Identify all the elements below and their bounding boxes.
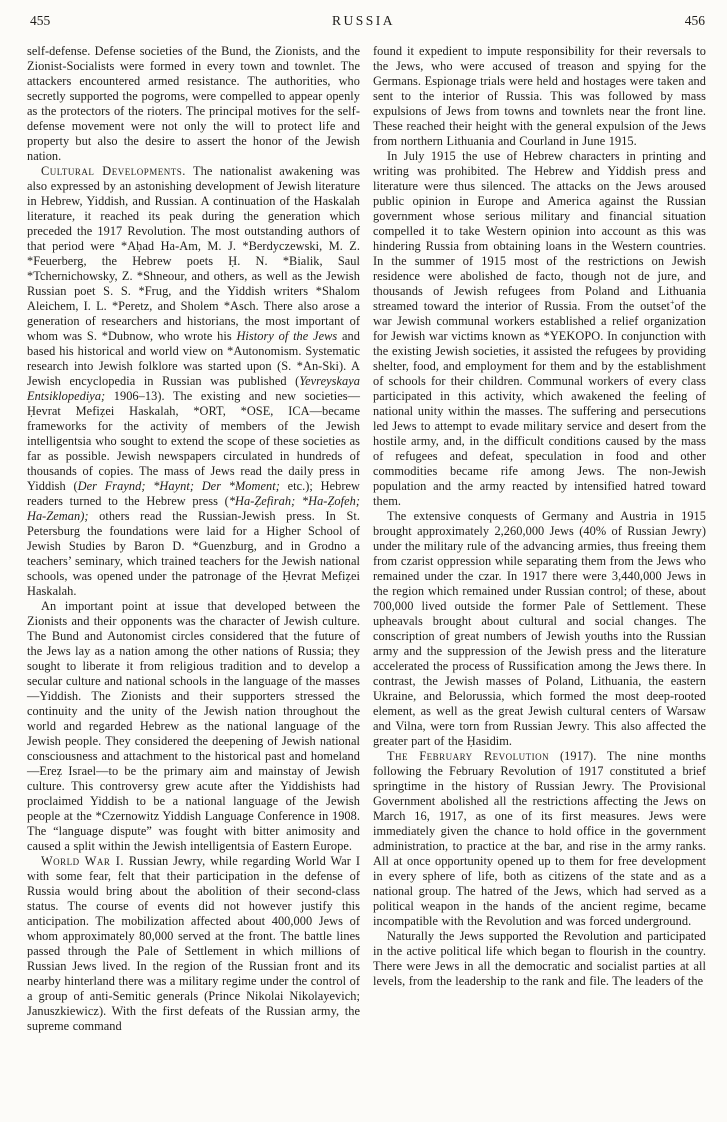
paragraph bbox=[27, 164, 360, 599]
text-columns bbox=[0, 44, 727, 1034]
text-segment: found it expedient to impute responsibility for their reversals to the Jews, who were accused of treason and spying for the Germans. Espionage trials were held and hostages were taken and sent to the interior of Russia. This was followed by mass expulsions of Jews from towns and townlets near the front line. These reached their height with the general expulsion of the Jews from northern Lithuania and Courland in June 1915. bbox=[373, 44, 706, 148]
scan-artifact-mark: + bbox=[669, 297, 675, 307]
running-title: RUSSIA bbox=[331, 13, 395, 28]
text-segment: 1906–13). The existing and new societies—Ḥevrat Mefiẓei Haskalah, *ORT, *OSE, ICA—became frameworks for the activity of members of the Jewish intelligentsia who sought to extend the scope of these societies as far as possible. Jewish newspapers circulated in hundreds of thousands of copies. The mass of Jews read the daily press in Yiddish ( bbox=[27, 389, 360, 493]
text-segment: History of the Jews bbox=[236, 329, 338, 343]
left-column bbox=[27, 44, 360, 1034]
right-column bbox=[373, 44, 706, 1034]
text-segment: self-defense. Defense societies of the Bund, the Zionists, and the Zionist-Socialists were formed in every town and townlet. The attackers encountered armed resistance. The authorities, who secretly supported the pogroms, were compelled to appear openly as the protectors of the rioters. The principal motives for the self-defense movement were not only the will to protect life and property but also the desire to assert the honor of the Jewish nation. bbox=[27, 44, 360, 163]
paragraph bbox=[373, 929, 706, 989]
text-segment: The extensive conquests of Germany and Austria in 1915 brought approximately 2,260,000 Jews (40% of Russian Jewry) under the military rule of the advancing armies, thus freeing them from czarist oppression while separating them from the Jews who remained under the czar. In 1917 there were 3,440,000 Jews in the region which remained under Russian control; of these, about 700,000 lived outside the former Pale of Settlement. These upheavals brought about cultural and social changes. The conscription of great numbers of Jewish youths into the Russian army and the suppression of the Jewish press and the literature accelerated the process of Russification among the Jews there. In contrast, the Jewish masses of Poland, Lithuania, the eastern Ukraine, and Belorussia, which formed the most deep-rooted element, as well as the great Jewish cultural centers of Warsaw and Vilna, were torn from Russian Jewry. This also affected the greater part of the Ḥasidim. bbox=[373, 509, 706, 748]
paragraph bbox=[27, 599, 360, 854]
left-page-number: 455 bbox=[30, 13, 51, 28]
section-heading: World War I. bbox=[41, 854, 124, 868]
section-heading: Cultural Developments. bbox=[41, 164, 186, 178]
paragraph bbox=[373, 509, 706, 749]
text-segment: In July 1915 the use of Hebrew characters in printing and writing was prohibited. The Hebrew and Yiddish press and literature were thus silenced. The attacks on the Jews aroused public opinion in Europe and America against the Russian government whose serious military and financial situation compelled it to take Western opinion into account as this was hindering Russia from obtaining loans in the Western countries. In the summer of 1915 most of the restrictions on Jewish residence were abolished de facto, though not de jure, and thousands of Jewish refugees from Poland and Lithuania streamed toward the interior of Russia. From the outset bbox=[373, 149, 706, 313]
page-header bbox=[0, 13, 727, 33]
text-segment: and based his historical and world view on *Autonomism. Systematic research into Jewish folklore was started upon (S. *An-Ski). A Jewish encyclopedia in Russian was published ( bbox=[27, 329, 360, 388]
text-segment: Russian Jewry, while regarding World War I with some fear, felt that their participation in the defense of Russia would bring about the abolition of their second-class status. The course of events did not however justify this anticipation. The mobilization affected about 400,000 Jews of whom approximately 80,000 served at the front. The battle lines passed through the Pale of Settlement in which millions of Russian Jews lived. In the region of the Russian front and its nearby hinterland there was a military regime under the control of a group of anti-Semitic generals (Prince Nikolai Nikolayevich; Januszkiewicz). With the first defeats of the Russian army, the supreme command bbox=[27, 854, 360, 1033]
paragraph bbox=[373, 44, 706, 149]
text-segment: Yevreyskaya Entsiklopediya; bbox=[27, 374, 360, 403]
text-segment: An important point at issue that developed between the Zionists and their opponents was the character of Jewish culture. The Bund and Autonomist circles considered that the future of the Jews lay as a nation among the other nations of Russia; they sought to liberate it from religious tradition and to develop a secular culture and national schools in the language of the masses—Yiddish. The Zionists and their supporters stressed the continuity and the unity of the Jewish nation throughout the world and regarded Hebrew as the national language of the Jewish people. They considered the deepening of Jewish national consciousness and attachment to the historical past and homeland—Ereẓ Israel—to be the primary aim and mainstay of Jewish culture. This controversy grew acute after the Yiddishists had proclaimed Yiddish to be a national language of the Jewish people at the *Czernowitz Yiddish Language Conference in 1908. The “language dispute” was fought with bitter animosity and caused a split within the Jewish intelligentsia of Eastern Europe. bbox=[27, 599, 360, 853]
text-segment: others read the Russian-Jewish press. In St. Petersburg the foundations were laid for a Higher School of Jewish Studies by Baron D. *Guenzburg, and in Grodno a teachers’ seminary, which trained teachers for the Jewish national schools, was opened under the patronage of the Ḥevrat Mefiẓei Haskalah. bbox=[27, 509, 360, 598]
right-page-number: 456 bbox=[684, 13, 705, 28]
text-segment: etc.); Hebrew readers turned to the Hebrew press ( bbox=[27, 479, 360, 508]
text-segment: of the war Jewish communal workers established a relief organization for Jewish war victims known as *YEKOPO. In conjunction with the existing Jewish societies, it assisted the refugees by providing shelter, food, and employment for them and by the establishment of schools for their children. Communal workers of every class participated in this activity, which awakened the feeling of national unity within the masses. The suffering and persecutions led Jews to attempt to evade military service and desert from the hostile army, and, in the difficult conditions caused by the mass of refugees and defeat, speculation in food and other commodities became rife among Jews. The non-Jewish population and the army reacted by intensified hatred toward them. bbox=[373, 299, 706, 508]
text-segment: (1917). The nine months following the February Revolution of 1917 constituted a brief springtime in the history of Russian Jewry. The Provisional Government abolished all the restrictions affecting the Jews on March 16, 1917, as one of its first measures. Jews were immediately given the chance to hold office in the government administration, to practice at the bar, and rise in the army ranks. All at once opportunity opened up to them for free development in every sphere of life, both as citizens of the state and as a national group. The hatred of the Jews, which had served as a political weapon in the hands of the ancient regime, became incompatible with the Revolution and was forced underground. bbox=[373, 749, 706, 928]
text-segment: *Ha-Ẓefirah; *Ha-Ẓofeh; Ha-Zeman); bbox=[27, 494, 360, 523]
paragraph bbox=[373, 749, 706, 929]
section-heading: The February Revolution bbox=[387, 749, 550, 763]
text-segment: Naturally the Jews supported the Revolution and participated in the active political life which began to flourish in the country. There were Jews in all the democratic and socialist parties at all levels, from the leadership to the rank and file. The leaders of the bbox=[373, 929, 706, 988]
text-segment: Der Fraynd; *Haynt; Der *Moment; bbox=[77, 479, 280, 493]
paragraph bbox=[27, 854, 360, 1034]
paragraph bbox=[373, 149, 706, 509]
paragraph bbox=[27, 44, 360, 164]
text-segment: The nationalist awakening was also expressed by an astonishing development of Jewish literature in Hebrew, Yiddish, and Russian. A continuation of the Haskalah literature, it reached its peak during the generation which preceded the 1917 Revolution. The most outstanding authors of that period were *Aḥad Ha-Am, M. J. *Berdyczewski, M. Z. *Feuerberg, the Hebrew poets Ḥ. N. *Bialik, Saul *Tchernichowsky, Z. *Shneour, and others, as well as the Jewish Russian poet S. S. *Frug, and the Yiddish writers *Shalom Aleichem, I. L. *Peretz, and Sholem *Asch. There also arose a generation of researchers and historians, the most important of whom was S. *Dubnow, who wrote his bbox=[27, 164, 360, 343]
